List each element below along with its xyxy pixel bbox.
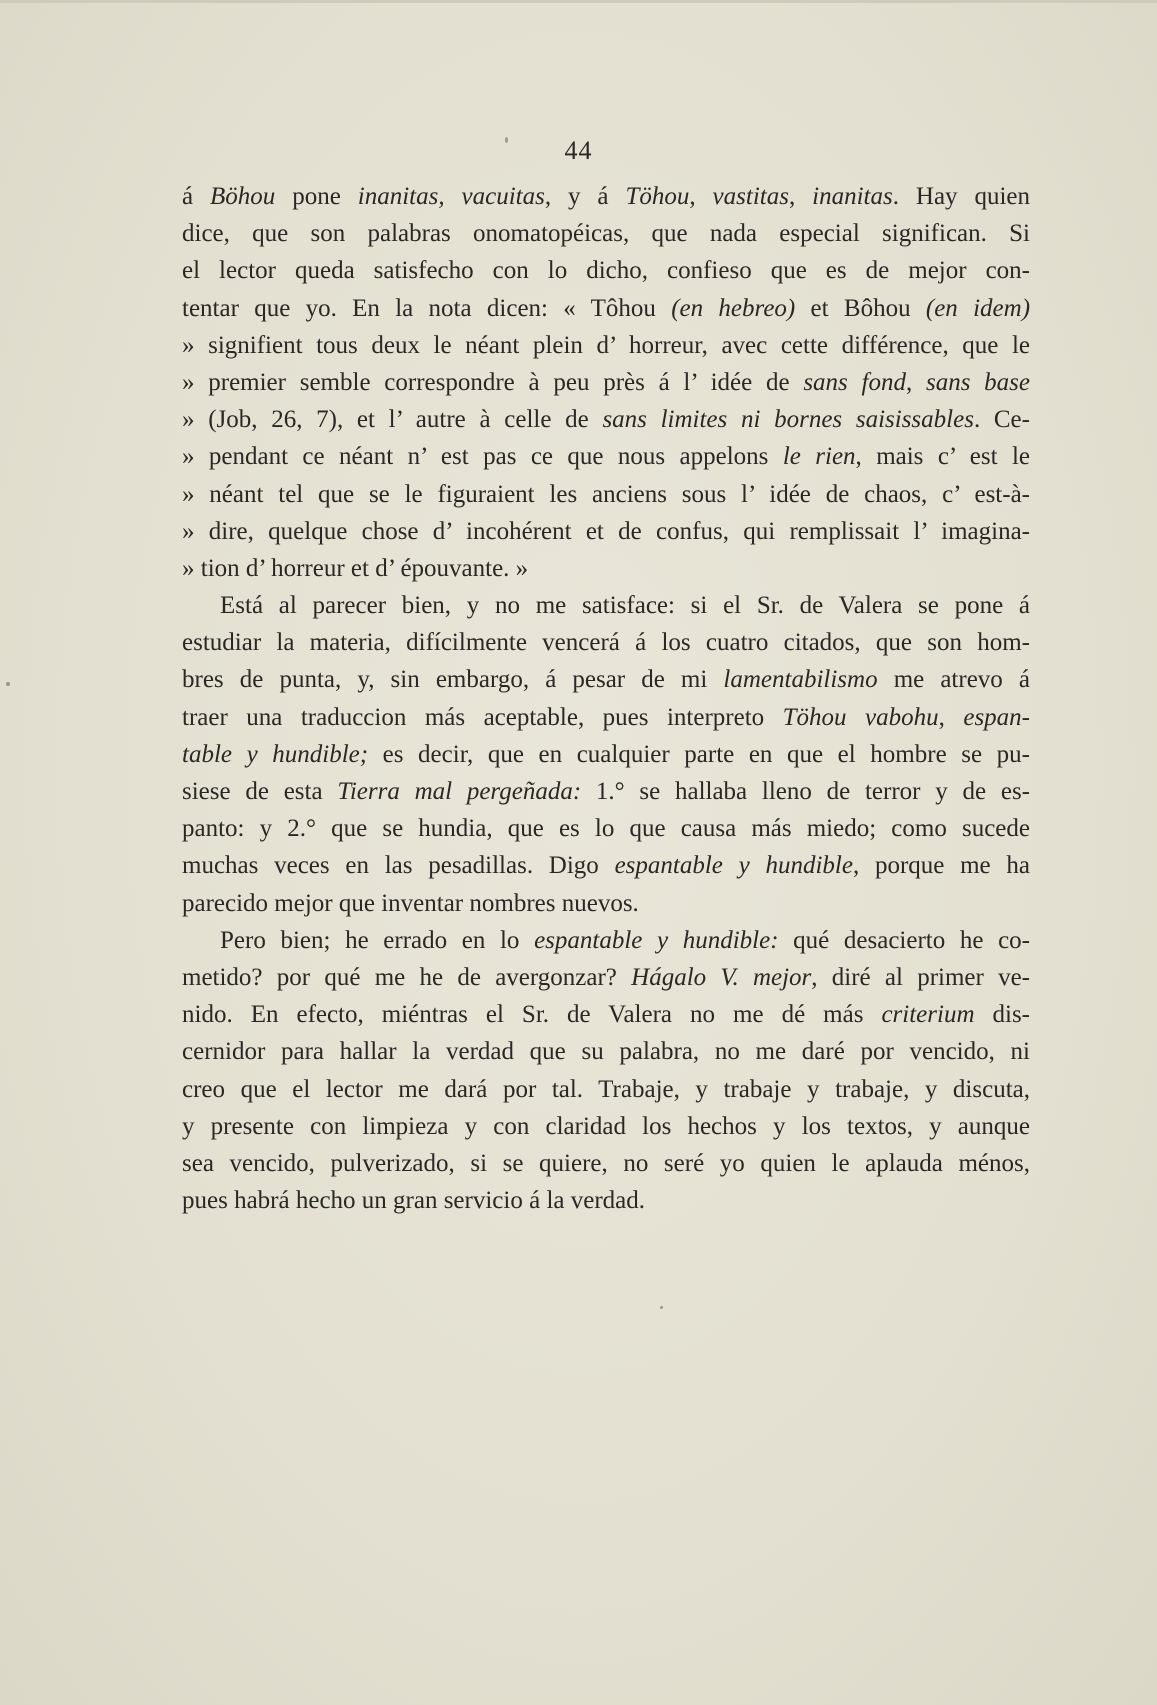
text-line: [182, 401, 1030, 438]
italic-text: (en hebreo): [671, 294, 796, 322]
italic-text: Böhou: [210, 183, 276, 210]
text-run: traer una traduccion más aceptable, pues interpreto: [182, 703, 783, 731]
text-run: ,: [689, 183, 713, 210]
text-line: [182, 1071, 1030, 1108]
text-run: dice, que son palabras onomatopéicas, que nada especial significan. Si: [182, 220, 1030, 248]
text-line: [182, 327, 1030, 364]
text-line: [182, 1033, 1030, 1070]
text-line: [182, 476, 1030, 513]
text-run: » signifient tous deux le néant plein d’ horreur, avec cette différence, que le: [182, 331, 1030, 359]
italic-text: inanitas: [812, 183, 893, 210]
text-line: [182, 959, 1030, 996]
italic-text: Töhou vabohu: [782, 703, 939, 731]
text-run: 1.° se hallaba lleno de terror y de es-: [581, 778, 1030, 805]
text-run: » pendant ce néant n’ est pas ce que nous appelons: [182, 443, 783, 471]
ink-speck: [6, 682, 10, 686]
text-run: » néant tel que se le figuraient les anciens sous l’ idée de chaos, c’ est-à-: [182, 480, 1030, 508]
text-run: parecido mejor que inventar nombres nuevos.: [182, 889, 639, 917]
text-run: . Ce-: [973, 406, 1030, 434]
text-run: ,: [905, 368, 926, 396]
italic-text: lamentabilismo: [723, 666, 878, 694]
text-line: [182, 252, 1030, 289]
text-run: qué desacierto he co-: [778, 926, 1030, 954]
page-number: 44: [564, 136, 593, 165]
text-run: creo que el lector me dará por tal. Trabaje, y trabaje y trabaje, y discuta,: [182, 1075, 1030, 1103]
text-line: [182, 178, 1030, 215]
text-line: [182, 736, 1030, 773]
italic-text: Töhou: [625, 183, 690, 210]
italic-text: espantable y hundible:: [534, 926, 779, 954]
ink-speck: [660, 1306, 663, 1309]
italic-text: sans fond: [803, 368, 906, 396]
italic-text: sans limites ni bornes saisissables: [602, 406, 974, 434]
italic-text: table y hundible;: [182, 740, 369, 768]
text-line: [182, 290, 1030, 327]
text-run: sea vencido, pulverizado, si se quiere, no seré yo quien le aplauda ménos,: [182, 1149, 1030, 1177]
text-run: pone: [275, 183, 358, 210]
text-line: [182, 922, 1030, 959]
italic-text: vastitas: [712, 183, 789, 210]
text-run: tentar que yo. En la nota dicen: « Tôhou: [182, 294, 672, 322]
page-top-edge: [0, 0, 1157, 3]
text-line: [182, 661, 1030, 698]
body-text: [182, 178, 1030, 1219]
text-line: [182, 847, 1030, 884]
italic-text: criterium: [881, 1001, 975, 1029]
text-run: el lector queda satisfecho con lo dicho, confieso que es de mejor con-: [182, 257, 1030, 285]
text-run: , y á: [544, 183, 626, 210]
text-run: cernidor para hallar la verdad que su palabra, no me daré por vencido, ni: [182, 1038, 1030, 1066]
italic-text: sans base: [925, 368, 1030, 396]
text-line: [182, 438, 1030, 475]
text-run: pues habrá hecho un gran servicio á la verdad.: [182, 1187, 646, 1215]
text-run: estudiar la materia, difícilmente vencerá á los cuatro citados, que son hom-: [182, 629, 1030, 657]
text-line: [182, 996, 1030, 1033]
text-line: [182, 1145, 1030, 1182]
text-line: [182, 215, 1030, 252]
text-run: panto: y 2.° que se hundia, que es lo que causa más miedo; como sucede: [182, 815, 1030, 843]
italic-text: Hágalo V. mejor: [631, 963, 812, 991]
text-run: » tion d’ horreur et d’ épouvante. »: [182, 554, 529, 582]
text-run: bres de punta, y, sin embargo, á pesar de mi: [182, 666, 724, 694]
text-run: me atrevo á: [877, 666, 1030, 694]
text-run: Pero bien; he errado en lo: [220, 926, 535, 954]
text-run: » dire, quelque chose d’ incohérent et de confus, qui remplissait l’ imagina-: [182, 517, 1030, 545]
text-line: [182, 810, 1030, 847]
text-line: [182, 773, 1030, 810]
text-run: á: [182, 183, 211, 210]
text-run: siese de esta: [182, 778, 338, 805]
text-line: [182, 550, 1030, 587]
text-run: Está al parecer bien, y no me satisface: si el Sr. de Valera se pone á: [220, 592, 1030, 620]
text-line: [182, 699, 1030, 736]
text-run: nido. En efecto, miéntras el Sr. de Valera no me dé más: [182, 1001, 882, 1029]
text-run: es decir, que en cualquier parte en que el hombre se pu-: [368, 740, 1030, 768]
text-line: [182, 1108, 1030, 1145]
italic-text: espantable y hundible: [614, 852, 853, 880]
text-run: , diré al primer ve-: [811, 963, 1031, 991]
text-line: [182, 364, 1030, 401]
text-run: ,: [788, 183, 813, 210]
italic-text: espan-: [963, 703, 1031, 731]
text-run: muchas veces en las pesadillas. Digo: [182, 852, 615, 880]
text-line: [182, 885, 1030, 922]
italic-text: (en idem): [925, 294, 1031, 322]
text-run: y presente con limpieza y con claridad los hechos y los textos, y aunque: [182, 1112, 1030, 1140]
text-run: » premier semble correspondre à peu près á l’ idée de: [182, 368, 804, 396]
text-line: [182, 1182, 1030, 1219]
text-run: et Bôhou: [795, 294, 926, 322]
italic-text: Tierra mal pergeñada:: [337, 778, 582, 805]
text-line: [182, 513, 1030, 550]
text-run: , porque me ha: [852, 852, 1030, 880]
text-line: [182, 624, 1030, 661]
italic-text: le rien: [782, 443, 856, 471]
text-run: . Hay quien: [892, 183, 1031, 210]
text-run: » (Job, 26, 7), et l’ autre à celle de: [182, 406, 603, 434]
text-run: dis-: [974, 1001, 1031, 1029]
text-run: metido? por qué me he de avergonzar?: [182, 963, 632, 991]
text-run: , mais c’ est le: [855, 443, 1030, 471]
italic-text: inanitas, vacuitas: [357, 183, 545, 210]
text-run: ,: [938, 703, 964, 731]
text-line: [182, 587, 1030, 624]
